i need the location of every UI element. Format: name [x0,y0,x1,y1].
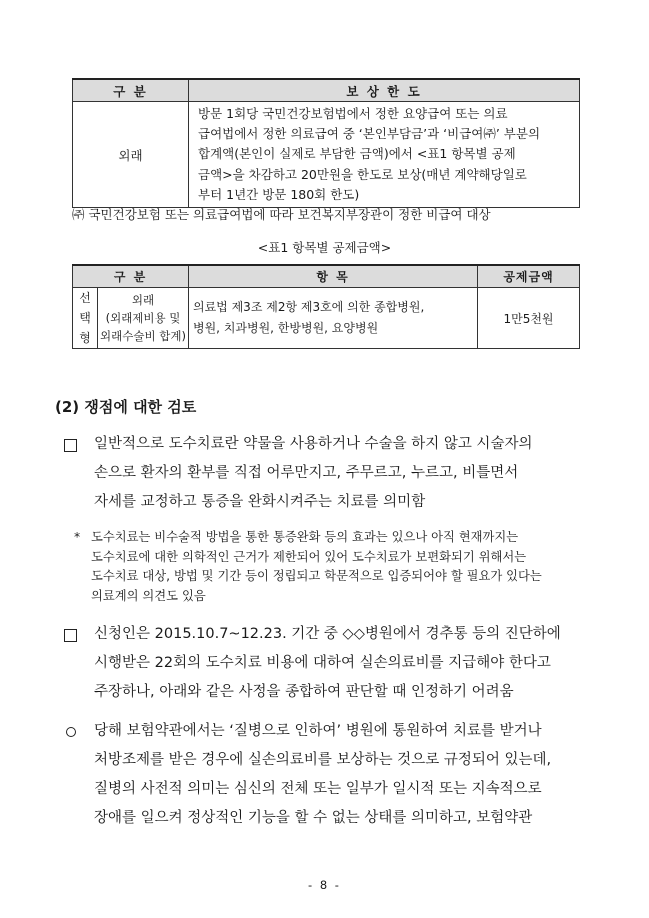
note-line: 도수치료 대상, 방법 및 기간 등이 정립되고 학문적으로 입증되어야 할 필요가 있다는 [91,569,542,583]
limit-line: 합계액(본인이 실제로 부담한 금액)에서 <표1 항목별 공제 [198,146,516,162]
paragraph-line: 시행받은 22회의 도수치료 비용에 대하여 실손의료비를 지급해야 한다고 [94,655,551,671]
header-category: 구 분 [73,265,189,288]
note-marker: * [74,530,81,544]
header-limit: 보 상 한 도 [189,79,580,102]
item-line: 병원, 치과병원, 한방병원, 요양병원 [193,321,379,335]
table-header-row [73,265,580,288]
compensation-limit-table [72,78,580,208]
header-item: 항 목 [189,265,478,288]
paragraph-definition [64,430,592,517]
square-bullet-icon [64,430,77,463]
category-line: 외래수술비 합계) [100,329,186,343]
limit-line: 방문 1회당 국민건강보험법에서 정한 요양급여 또는 의료 [198,106,508,121]
item-cell [189,288,478,349]
row-limit-text [189,102,580,208]
note-line: 의료계의 의견도 있음 [91,588,206,603]
category-line: 외래 [131,293,155,307]
item-line: 의료법 제3조 제2항 제3호에 의한 종합병원, [193,300,425,314]
table-row [73,102,580,208]
table-header-row [73,79,580,102]
paragraph-terms [64,717,592,833]
paragraph-line: 질병의 사전적 의미는 심신의 전체 또는 일부가 일시적 또는 지속적으로 [94,781,542,797]
paragraph-line: 주장하나, 아래와 같은 사정을 종합하여 판단할 때 인정하기 어려움 [94,684,514,700]
paragraph-line: 일반적으로 도수치료란 약물을 사용하거나 수술을 하지 않고 시술자의 [94,436,533,452]
square-bullet-icon [64,620,77,653]
note-block [74,528,596,606]
note-line: 도수치료에 대한 의학적인 근거가 제한되어 있어 도수치료가 보편화되기 위해서는 [91,549,527,564]
table-footnote: ㈜ 국민건강보험 또는 의료급여법에 따라 보건복지부장관이 정한 비급여 대상 [72,207,491,222]
paragraph-claim [64,620,592,707]
note-line: 도수치료는 비수술적 방법을 통한 통증완화 등의 효과는 있으나 아직 현재까지는 [91,530,519,544]
limit-line: 급여법에서 정한 의료급여 중 ‘본인부담금’과 ‘비급여㈜’ 부분의 [198,126,541,142]
paragraph-line: 손으로 환자의 환부를 직접 어루만지고, 주무르고, 누르고, 비틀면서 [94,465,519,481]
paragraph-line: 장애를 일으켜 정상적인 기능을 할 수 없는 상태를 의미하고, 보험약관 [94,810,533,826]
vertical-char: 택 [79,311,91,325]
row-category: 외래 [73,102,189,208]
table-row [73,288,580,349]
limit-line: 부터 1년간 방문 180회 한도) [198,186,360,202]
deduction-table [72,264,580,349]
category-line: (외래제비용 및 [105,311,181,325]
circle-bullet-icon [64,717,76,748]
paragraph-line: 처방조제를 받은 경우에 실손의료비를 보상하는 것으로 규정되어 있는데, [94,752,552,768]
limit-line: 금액>을 차감하고 20만원을 한도로 보상(매년 계약해당일로 [198,166,527,182]
paragraph-line: 당해 보험약관에서는 ‘질병으로 인하여’ 병원에 통원하여 치료를 받거나 [94,723,542,739]
header-amount: 공제금액 [478,265,580,288]
amount-cell: 1만5천원 [478,288,580,349]
vertical-char: 형 [79,331,91,345]
section-title: (2) 쟁점에 대한 검토 [55,398,197,416]
paragraph-line: 신청인은 2015.10.7~12.23. 기간 중 ◇◇병원에서 경추통 등의 진단하에 [94,626,561,642]
vertical-char: 선 [79,291,91,305]
page-number: - 8 - [308,878,341,892]
header-category: 구 분 [73,79,189,102]
table-caption: <표1 항목별 공제금액> [257,240,392,255]
paragraph-line: 자세를 교정하고 통증을 완화시켜주는 치료를 의미함 [94,494,426,510]
category-cell [98,288,189,349]
vertical-label [73,288,98,349]
